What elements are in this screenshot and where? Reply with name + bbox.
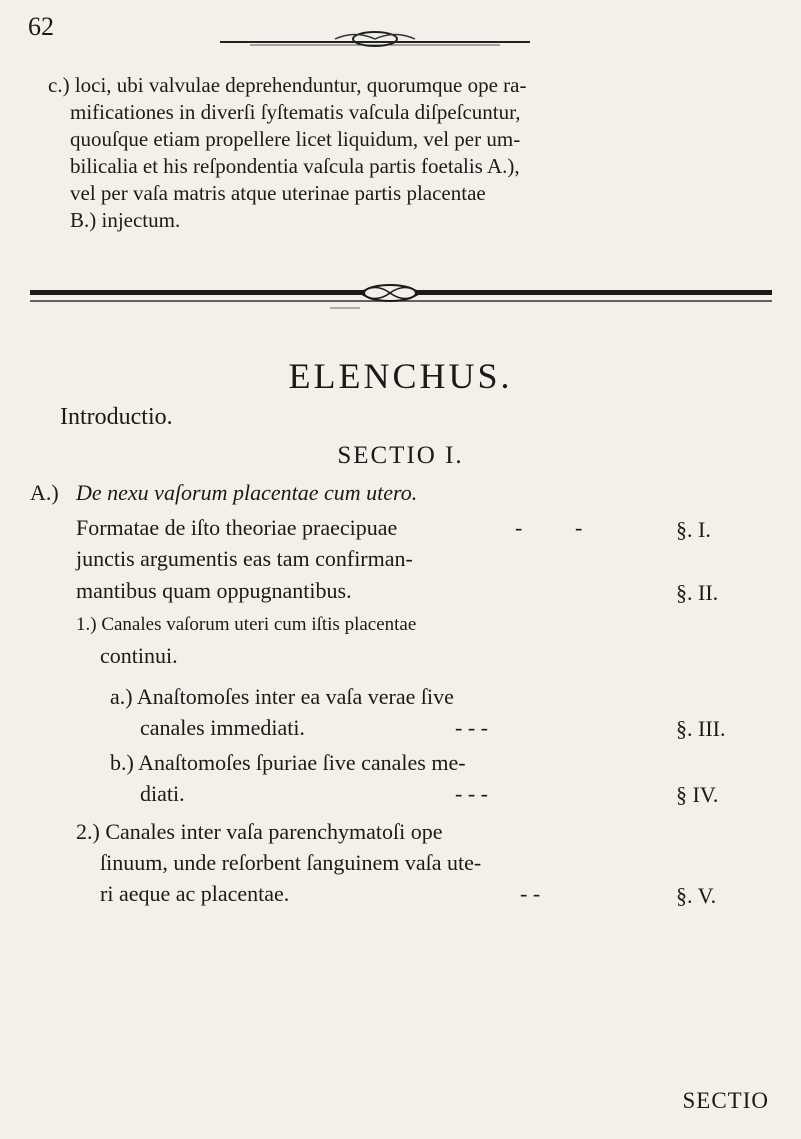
- item2-line-2: ſinuum, unde reſorbent ſanguinem vaſa ute-: [100, 850, 482, 875]
- intro-paragraph: [48, 72, 778, 234]
- introductio-label: Introductio.: [60, 404, 173, 430]
- page-number: 62: [28, 12, 54, 41]
- item2-line-3: ri aeque ac placentae.: [100, 881, 290, 906]
- item2-line-1: 2.) Canales inter vaſa parenchymatoſi ope: [76, 819, 443, 844]
- item1-line-1: 1.) Canales vaſorum uteri cum iſtis placentae: [76, 614, 417, 635]
- item-b-ref: § IV.: [676, 782, 719, 807]
- item-b-dashes: - - -: [455, 781, 488, 806]
- entry-a-title: [76, 480, 417, 506]
- entry-a-title-text: De nexu vaſorum placentae cum utero.: [76, 480, 418, 505]
- para-line-1: c.) loci, ubi valvulae deprehenduntur, quorumque ope ra-: [48, 73, 527, 97]
- formatae-line-2: junctis argumentis eas tam confirman-: [76, 546, 413, 571]
- item2-dashes: - -: [520, 881, 541, 906]
- item-a-ref: §. III.: [676, 716, 726, 741]
- formatae-dash-2: -: [575, 515, 583, 540]
- catchword: SECTIO: [682, 1088, 769, 1113]
- para-line-6: B.) injectum.: [70, 208, 181, 232]
- para-line-2: mificationes in diverſi ſyſtematis vaſcula diſpeſcuntur,: [70, 100, 521, 124]
- entry-a-label: A.): [30, 480, 59, 505]
- para-line-5: vel per vaſa matris atque uterinae partis placentae: [70, 181, 486, 205]
- para-line-4: bilicalia et his reſpondentia vaſcula partis foetalis A.),: [70, 154, 520, 178]
- item-a-line-1: a.) Anaſtomoſes inter ea vaſa verae ſive: [110, 684, 454, 709]
- item1-line-2: continui.: [100, 643, 178, 668]
- item2-ref: §. V.: [676, 883, 717, 908]
- item-b-line-2: diati.: [140, 781, 185, 806]
- formatae-line-3: mantibus quam oppugnantibus.: [76, 578, 352, 603]
- para-line-3: quouſque etiam propellere licet liquidum, vel per um-: [70, 127, 521, 151]
- top-ornament: [210, 28, 540, 50]
- item-a-dashes: - - -: [455, 715, 488, 740]
- item-b-line-1: b.) Anaſtomoſes ſpuriae ſive canales me-: [110, 750, 466, 775]
- formatae-ref-1: §. I.: [676, 517, 711, 542]
- sectio-heading: SECTIO I.: [337, 442, 464, 469]
- heading-elenchus: ELENCHUS.: [288, 356, 513, 396]
- formatae-dash: -: [515, 515, 523, 540]
- formatae-ref-2: §. II.: [676, 580, 719, 605]
- item-a-line-2: canales immediati.: [140, 715, 305, 740]
- formatae-line-1: Formatae de iſto theoriae praecipuae: [76, 515, 398, 540]
- section-divider-rule: [30, 282, 772, 318]
